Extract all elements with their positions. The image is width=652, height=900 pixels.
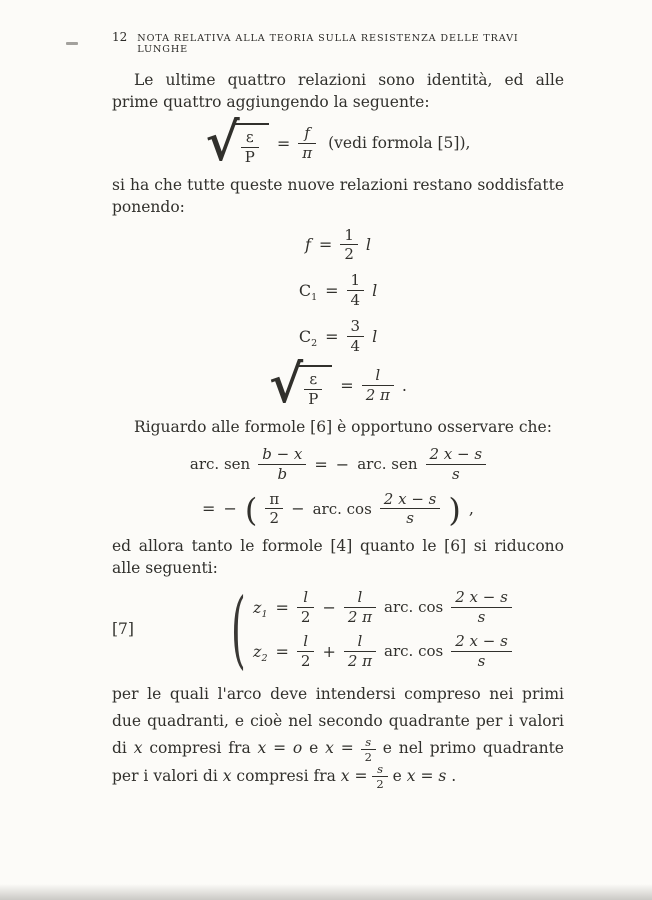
denominator: 2 <box>340 244 358 263</box>
equals-sign: = <box>325 280 339 300</box>
numerator: ε <box>309 370 318 389</box>
formula-system-7 <box>112 580 564 679</box>
denominator: 2 <box>297 607 315 626</box>
denominator: 2 π <box>344 607 376 626</box>
formula-c2-three-quarter-l <box>112 318 564 355</box>
denominator: s <box>426 464 487 483</box>
fraction <box>344 589 376 626</box>
numerator: π <box>269 489 280 508</box>
minus-sign: − <box>291 499 305 519</box>
denominator: P <box>241 147 259 166</box>
paragraph-closing <box>112 681 564 790</box>
numerator: 1 <box>344 225 354 244</box>
equation-label: [7] <box>112 620 134 639</box>
fraction <box>304 371 322 408</box>
radical-expression <box>205 112 269 173</box>
math-x-equals-s: x = s <box>406 766 447 785</box>
denominator: 2 <box>361 749 376 763</box>
numerator: 2 x − s <box>455 631 508 650</box>
page-edge-shadow <box>0 884 652 900</box>
function-arccos: arc. cos <box>312 499 372 518</box>
running-title: NOTA RELATIVA ALLA TEORIA SULLA RESISTENZA DELLE TRAVI LUNGHE <box>137 33 519 55</box>
var-f: f <box>305 235 311 255</box>
radical-icon: √ <box>205 112 240 173</box>
fraction <box>347 318 365 355</box>
fraction <box>297 633 315 670</box>
period: . <box>401 376 407 396</box>
denominator: 2 <box>265 508 283 527</box>
fraction <box>297 589 315 626</box>
denominator: 4 <box>347 290 365 309</box>
var-l: l <box>365 235 371 255</box>
fraction <box>241 129 259 166</box>
minus-sign: − <box>322 597 336 617</box>
numerator: 2 x − s <box>383 489 437 508</box>
numerator: 3 <box>350 316 361 335</box>
equation-z1 <box>253 589 512 626</box>
equals-sign: = <box>325 326 339 346</box>
radicand <box>296 365 332 408</box>
formula-f-half-l <box>112 227 564 264</box>
fraction <box>340 227 358 264</box>
numerator: l <box>303 588 309 607</box>
fraction <box>380 491 441 528</box>
numerator: l <box>375 366 381 385</box>
subscript: 2 <box>261 652 268 664</box>
denominator: 2 π <box>362 385 394 404</box>
var-l: l <box>372 280 378 300</box>
denominator: π <box>298 143 316 162</box>
subscript: 2 <box>311 337 318 349</box>
page-number: 12 <box>112 30 128 44</box>
paragraph-ed-allora: ed allora tanto le formole [4] quanto le [6] si riducono alle seguenti: <box>112 537 564 578</box>
fraction <box>344 633 376 670</box>
equals-sign: = <box>318 235 333 255</box>
numerator: s <box>377 762 383 777</box>
math-x-equals-o: x = o <box>257 739 303 758</box>
scan-artifact <box>66 42 78 45</box>
var-c1: $C_1$ <box>298 280 318 303</box>
denominator: s <box>451 607 512 626</box>
radical-expression <box>269 354 332 416</box>
text-segment: e nel primo quadrante per i valori di <box>112 739 564 785</box>
subscript: 1 <box>311 291 318 303</box>
var-c2: $C_2$ <box>298 326 318 349</box>
fraction <box>451 589 512 626</box>
numerator: 1 <box>350 271 361 290</box>
var-l: l <box>372 326 378 346</box>
formula-c1-quarter-l <box>112 272 564 309</box>
formula-reference-note: (vedi formola [5]), <box>328 134 471 153</box>
denominator: 2 <box>297 651 315 670</box>
denominator: 4 <box>347 336 365 355</box>
numerator: l <box>303 631 309 650</box>
equals-sign: = <box>276 133 291 153</box>
var-z1: $z_1$ <box>253 597 268 620</box>
radicand <box>233 123 269 166</box>
minus-sign: − <box>335 454 350 474</box>
numerator: f <box>304 124 310 142</box>
fraction <box>265 491 283 528</box>
equals-sign: = <box>275 641 289 661</box>
radical-icon: √ <box>269 354 304 416</box>
fraction <box>362 367 394 404</box>
numerator: l <box>357 631 363 650</box>
inline-fraction <box>372 763 387 790</box>
formula-arcsen-identity-line2: = − ( $\frac{\pi}{2}$ − arc. cos $\frac{2 x - s}{s}$ ) , <box>202 489 474 529</box>
denominator: P <box>304 389 322 408</box>
numerator: 2 x − s <box>455 588 508 607</box>
formula-radical-l-2pi <box>112 354 564 416</box>
fraction <box>451 633 512 670</box>
inline-fraction <box>361 736 376 763</box>
math-x-equals: x = <box>340 766 368 785</box>
fraction <box>298 125 316 162</box>
text-segment: e <box>392 766 402 785</box>
paragraph-intro: Le ultime quattro relazioni sono identità, ed alle prime quattro aggiungendo la seguente: <box>112 71 564 111</box>
equation-z2 <box>253 633 512 670</box>
formula-arcsen-identity-line1 <box>112 446 564 483</box>
system-body: ( $z_1$ = $\frac{l}{2}$ − $\frac{l}{2 \pi}$ arc. cos $\frac{2 x - s}{s}$ $z_2$ = $\frac{l}{2}$ + $\frac{l}{2 \pi}$ arc. cos $\frac{2 x - s}{s}$ <box>170 589 564 669</box>
var-z2: $z_2$ <box>253 641 268 664</box>
math-x-equals: x = <box>325 739 354 758</box>
running-header <box>112 30 564 55</box>
numerator: s <box>365 734 372 749</box>
text-segment: e <box>309 739 319 758</box>
equals-sign: = <box>314 454 328 474</box>
math-var-x: x <box>133 739 143 758</box>
denominator: s <box>380 508 441 527</box>
fraction <box>258 446 306 483</box>
function-arcsen: arc. sen <box>357 455 418 474</box>
page-content <box>112 30 564 796</box>
denominator: s <box>451 651 512 670</box>
function-arcsen: arc. sen <box>189 455 251 474</box>
paragraph-riguardo: Riguardo alle formole [6] è opportuno osservare che: <box>134 417 552 436</box>
equals-sign: = <box>275 597 289 617</box>
denominator: 2 <box>372 776 387 790</box>
equals-sign: = <box>202 499 216 519</box>
paragraph-continuation: si ha che tutte queste nuove relazioni restano soddisfatte ponendo: <box>112 175 564 216</box>
math-var-x: x <box>222 766 232 785</box>
denominator: 2 π <box>344 651 376 670</box>
text-segment: compresi fra <box>149 739 251 758</box>
subscript: 1 <box>261 608 268 620</box>
minus-sign: − <box>223 499 237 519</box>
text-segment: compresi fra <box>236 766 336 785</box>
equals-sign: = <box>340 376 354 396</box>
function-arccos: arc. cos <box>384 598 444 617</box>
numerator: ε <box>245 128 254 146</box>
text-segment: per le quali l'arco deve intendersi compreso nei primi due quadranti, e cioè nel secondo quadrante per i valori di <box>112 685 564 758</box>
numerator: b − x <box>262 444 303 463</box>
numerator: l <box>357 588 363 607</box>
fraction <box>426 446 487 483</box>
denominator: b <box>258 464 306 483</box>
fraction <box>347 272 365 309</box>
function-arccos: arc. cos <box>384 642 444 661</box>
period: . <box>451 766 457 785</box>
plus-sign: + <box>322 641 336 661</box>
comma: , <box>468 499 474 519</box>
numerator: 2 x − s <box>429 444 483 463</box>
formula-radical-f-pi <box>112 112 564 173</box>
